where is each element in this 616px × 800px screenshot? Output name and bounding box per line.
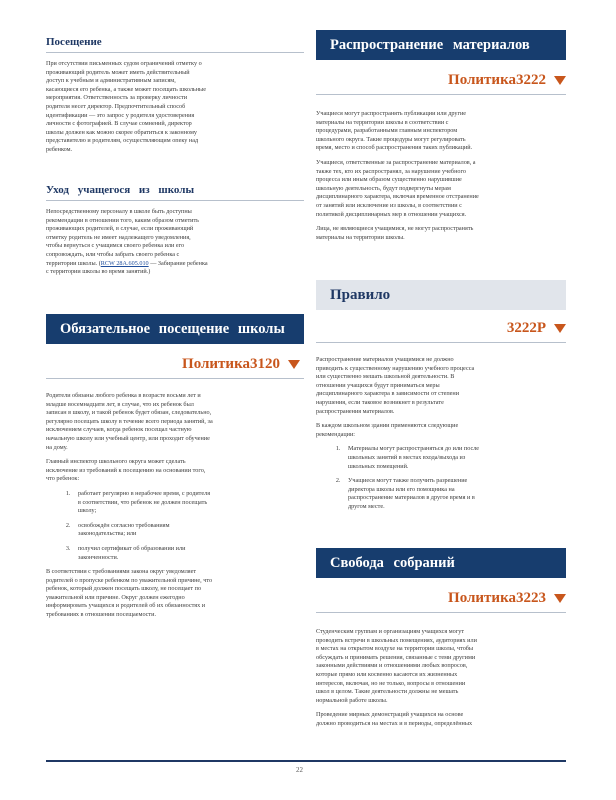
triangle-down-icon bbox=[288, 360, 300, 369]
policy-number: Политика3223 bbox=[448, 590, 546, 606]
withdrawal-text bbox=[46, 208, 208, 283]
paragraph: Родители обязаны любого ребенка в возрасте восьми лет и младше восемнадцати лет, в случае, что их ребенок был записан в школу, и такой ребенок будет обязан, следовательно, регулярно посещать школу в течение всего периода занятий, за исключением случаев, когда ребенок посещал частную начальную школу или учебный центр, или проходит обучение на дому. bbox=[46, 392, 213, 451]
rule-3222p-label bbox=[420, 320, 566, 337]
rule-banner bbox=[316, 280, 566, 310]
heading-underline bbox=[46, 52, 304, 53]
withdrawal-text-end: — Забирание ребенка с территории школы во время занятий.) bbox=[46, 259, 208, 276]
policy-underline bbox=[316, 342, 566, 343]
policy-number: Политика3222 bbox=[448, 72, 546, 88]
guidelines-list bbox=[316, 445, 480, 511]
list-item: 3. получил сертификат об образовании или законченности. bbox=[72, 545, 214, 562]
paragraph: Проведение мирных демонстраций учащихся на основе должно проводиться на местах и в периоды, определённых bbox=[316, 711, 473, 727]
paragraph: Студенческим группам и организациям учащихся могут проводить встречи в школьных помещениях, аудиториях или в местах на открытом воздухе на территории школы, чтобы обсуждать и принимать решения, связанные с теми другими законными действиями и отношениями любых вопросов, которые прямо или косвенно касаются их жизненных интересов, включая, но не только, вопросы в отношении школ в целом. Такие деятельности должны не мешать нормальной работе школы. bbox=[316, 628, 477, 704]
paragraph: Распространение материалов учащимися не должно приводить к существенному нарушению учебного процесса или существенно мешать школьной деятельности. В отношении учащихся будут приниматься меры дисциплинарного характера в зависимости от степени нарушения, если таковое возникнет в результате распространения материалов. bbox=[316, 356, 475, 415]
policy-underline bbox=[46, 378, 304, 379]
triangle-down-icon bbox=[554, 594, 566, 603]
paragraph: Учащиеся, ответственные за распространение материалов, а также тех, кто их распространял, за нарушение учебного процесса или иным образом существенно нарушившие школьную деятельность, будут подвергнуты мерам дисциплинарного характера, включая временное отстранение от занятий или исключение из школы, в соответствии с политикой дисциплинарных мер в отношении учащихся. bbox=[316, 158, 479, 218]
withdrawal-text-start: Непосредственному персоналу в школе быть доступны рекомендации в отношении того, каким образом отметить проживающих родителей, в случае, если проживающий отметку родитель не имеет надлежащего уведомления, чтобы вернуться с учащимся своего ребенка или его сопровождать, или чтобы забрать своего ребенка с территории школы. ( bbox=[46, 208, 200, 267]
paragraph: При отсутствии письменных судом ограничений отметку о проживающий родитель может иметь действительный доступ к учебным и административным записям, касающиеся его ребенка, а также может посещать школьные мероприятия. Ответственность за проверку личности родителя несет директор. Предпочтительный способ идентификации — это запрос у родителя удостоверения личности с фотографией. В случае сомнений, директор школы должен как можно скорее обратиться к законному представителю и родителям, осуществляющим опеку над ребенком. bbox=[46, 60, 206, 153]
rcw-link[interactable]: RCW 28A.605.010 bbox=[100, 259, 149, 267]
policy-3120-label bbox=[160, 356, 300, 373]
attendance-heading: Посещение bbox=[46, 36, 102, 48]
banner-title: Распространение материалов bbox=[330, 36, 530, 53]
paragraph: В соответствии с требованиями закона округ уведомляет родителей о пропуске ребенком по уважительной причине, что ребенок, который должен посещать школу, не посещает по уважительной или причине. Округ должен ежегодно информировать учащихся и родителей об их обязанностях и требованиях в отношении посещаемости. bbox=[46, 568, 213, 619]
list-item: 1. работает регулярно в нерабочее время, с родителя в соответствии, что ребенок не должен посещать школу; bbox=[72, 490, 214, 516]
assembly-text bbox=[316, 628, 480, 735]
paragraph bbox=[46, 208, 208, 277]
assembly-banner bbox=[316, 548, 566, 578]
policy-underline bbox=[316, 94, 566, 95]
distribution-text bbox=[316, 110, 480, 248]
policy-number: 3222P bbox=[506, 320, 546, 336]
policy-3222-label bbox=[420, 72, 566, 89]
banner-title: Правило bbox=[330, 286, 391, 303]
triangle-down-icon bbox=[554, 324, 566, 333]
paragraph: Главный инспектор школьного округа может сделать исключение из требований к посещению на основании того, что ребенок: bbox=[46, 458, 206, 483]
triangle-down-icon bbox=[554, 76, 566, 85]
banner-title: Обязательное посещение школы bbox=[60, 320, 285, 337]
list-item: 2. освобождён согласно требованиям законодательства; или bbox=[72, 522, 214, 539]
compulsory-attendance-banner bbox=[46, 314, 304, 344]
policy-number: Политика3120 bbox=[182, 356, 280, 372]
withdrawal-heading: Уход учащегося из школы bbox=[46, 184, 195, 196]
page-number: 22 bbox=[296, 766, 303, 774]
list-item: 1. Материалы могут распространяться до или после школьных занятий в местах входа/выхода из школьных помещений. bbox=[342, 445, 480, 471]
paragraph: В каждом школьном здании применяются следующие рекомендации: bbox=[316, 422, 459, 438]
policy-underline bbox=[316, 612, 566, 613]
compulsory-text bbox=[46, 392, 214, 626]
footer-divider bbox=[46, 760, 566, 762]
rule-text bbox=[316, 356, 480, 518]
policy-3223-label bbox=[420, 590, 566, 607]
paragraph: Учащиеся могут распространять публикации или другие материалы на территории школы в соответствии с процедурами, разработанными главным инспектором школьного округа. Такие процедуры могут регулировать время, место и способ распространения таких публикаций. bbox=[316, 110, 473, 152]
banner-title: Свобода собраний bbox=[330, 554, 455, 571]
distribution-banner bbox=[316, 30, 566, 60]
attendance-text bbox=[46, 60, 206, 161]
list-item: 2. Учащиеся могут также получить разрешение директора школы или его помощника на распространение материалов в другое время и в другом месте. bbox=[342, 477, 480, 511]
paragraph: Лица, не являющиеся учащимися, не могут распространять материалы на территории школы. bbox=[316, 225, 474, 241]
exemptions-list bbox=[46, 490, 214, 562]
heading-underline bbox=[46, 200, 304, 201]
